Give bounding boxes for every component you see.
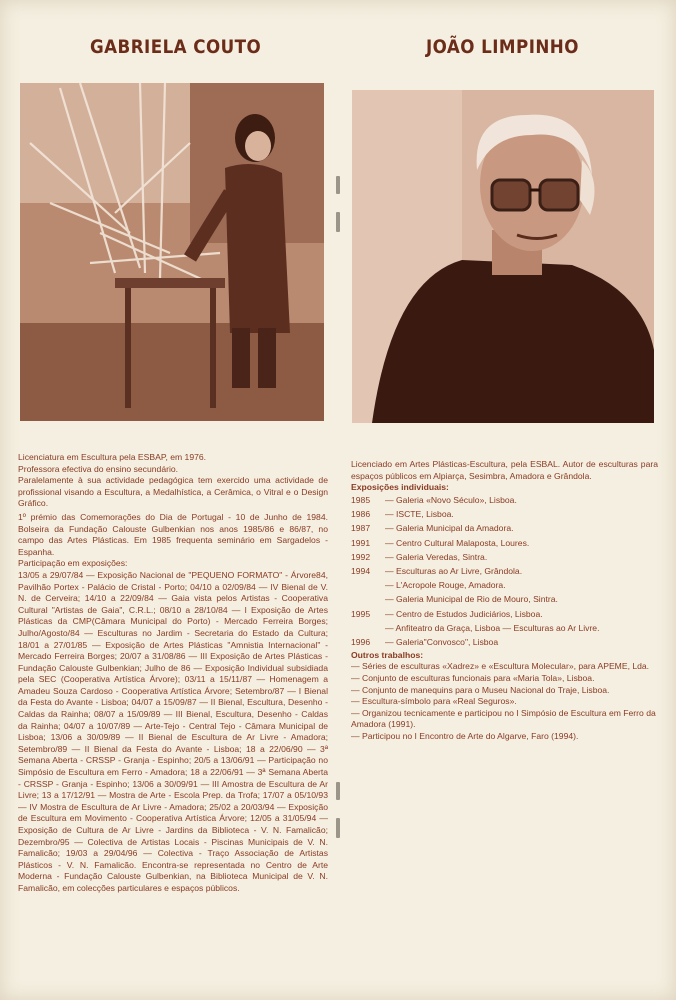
exhibition-year: 1996 bbox=[351, 636, 371, 647]
exhibitions-heading: Participação em exposições: bbox=[18, 558, 128, 569]
solo-exhibitions-heading: Exposições individuais: bbox=[351, 482, 449, 493]
bio-gabriela-couto bbox=[18, 452, 328, 895]
exhibition-text: — Galeria Municipal de Rio de Mouro, Sintra. bbox=[385, 594, 558, 605]
bio-degree: Licenciatura em Escultura pela ESBAP, em 1976. bbox=[18, 452, 207, 462]
work-item: — Organizou tecnicamente e participou no I Simpósio de Escultura em Ferro da Amadora (1991). bbox=[351, 707, 656, 730]
exhibition-row bbox=[351, 636, 658, 650]
bio-awards: 1º prémio das Comemorações do Dia de Portugal - 10 de Junho de 1984. Bolseira da Fundação Calouste Gulbenkian nos anos 1985/86 e 86/87, no campo das Artes Plásticas. Em 1985 frequenta seminário em Sargadelos - Espanha. bbox=[18, 511, 328, 557]
exhibition-year: 1991 bbox=[351, 537, 371, 548]
exhibition-text: — Anfiteatro da Graça, Lisboa — Esculturas ao Ar Livre. bbox=[385, 622, 600, 633]
other-works-list bbox=[351, 661, 658, 742]
exhibition-text: — Galeria «Novo Século», Lisboa. bbox=[385, 495, 517, 506]
bio-joao-limpinho bbox=[351, 459, 658, 743]
exhibition-row bbox=[351, 522, 658, 536]
exhibition-year: 1987 bbox=[351, 523, 371, 534]
exhibition-year: 1985 bbox=[351, 495, 371, 506]
other-works-heading: Outros trabalhos: bbox=[351, 649, 424, 660]
staple-top bbox=[336, 176, 340, 194]
staple-top-lower bbox=[336, 212, 340, 232]
work-item: — Conjunto de manequins para o Museu Nacional do Traje, Lisboa. bbox=[351, 684, 610, 695]
exhibition-text: — Galeria Municipal da Amadora. bbox=[385, 523, 514, 534]
exhibition-row bbox=[351, 536, 658, 550]
exhibition-row bbox=[351, 551, 658, 565]
photo-joao-limpinho bbox=[352, 90, 654, 423]
bio-intro: Licenciado em Artes Plásticas-Escultura, pela ESBAL. Autor de esculturas para espaços públicos em Alpiarça, Sesimbra, Amadora e Grândola. bbox=[351, 459, 658, 481]
photo-gabriela-couto bbox=[20, 83, 324, 421]
exhibition-row bbox=[351, 579, 658, 593]
staple-bottom-lower bbox=[336, 818, 340, 838]
artist-name-left: GABRIELA COUTO bbox=[90, 36, 262, 58]
sculptor-workshop-illustration bbox=[20, 83, 324, 421]
staple-bottom bbox=[336, 782, 340, 800]
exhibition-text: — L'Acropole Rouge, Amadora. bbox=[385, 580, 506, 591]
exhibition-year: 1992 bbox=[351, 551, 371, 562]
exhibition-year: 1994 bbox=[351, 566, 371, 577]
exhibition-row bbox=[351, 621, 658, 635]
bio-activity: Paralelamente à sua actividade pedagógica tem exercido uma actividade de profissional visando a Escultura, a Medalhística, a Cerâmica, o Vitral e o Design Gráfico. bbox=[18, 475, 328, 509]
exhibition-row bbox=[351, 508, 658, 522]
solo-exhibitions-list bbox=[351, 494, 658, 650]
exhibition-year: 1995 bbox=[351, 608, 371, 619]
exhibition-row bbox=[351, 607, 658, 621]
exhibition-row bbox=[351, 494, 658, 508]
work-item: — Conjunto de esculturas funcionais para «Maria Tola», Lisboa. bbox=[351, 673, 595, 684]
exhibition-year: 1986 bbox=[351, 509, 371, 520]
work-item: — Séries de esculturas «Xadrez» e «Escultura Molecular», para APEME, Lda. bbox=[351, 661, 650, 672]
exhibition-text: — Galeria Veredas, Sintra. bbox=[385, 551, 488, 562]
artist-name-right: JOÃO LIMPINHO bbox=[426, 36, 579, 58]
exhibition-text: — ISCTE, Lisboa. bbox=[385, 509, 454, 520]
exhibition-text: — Centro Cultural Malaposta, Loures. bbox=[385, 537, 530, 548]
exhibitions-list: 13/05 a 29/07/84 — Exposição Nacional de "PEQUENO FORMATO" - Árvore84, Pavilhão Portex - Palácio de Cristal - Porto; 04/10 a 02/09/84 — IV Bienal de V. N. de Cerveira; 14/10 a 22/09/84 — Gaia vista pelos Artistas - Cooperativa Cultural "Artistas de Gaia", C.R.L.; 08/10 a 28/10/84 — I Exposição de Artes Plásticas da CMP(Câmara Municipal do Porto) - Mercado Ferreira Borges; Julho/Agosto/84 — Esculturas no Jardim - Secretaria do Estado da Cultura; 18/01 a 27/01/85 — Exposição de Artes Plásticas "Amnistia Internacional" - Mercado Ferreira Borges; 20/07 a 31/08/86 — III Exposição de Artes Plásticas - Fundação Calouste Gulbenkian; Julho de 86 — Exposição Individual subsidiada pela SEC (Cooperativa Artística Árvore); 03/11 a 15/11/87 — Homenagem a Amadeu Souza Cardoso - Cooperativa Artística Árvore; Setembro/87 — I Bienal da Festa do Avante - Lisboa; 04/07 a 15/09/87 — II Bienal, Escultura, Desenho - Caldas da Rainha; 08/07 a 15/09/89 — III Bienal, Escultura, Desenho - Caldas da Rainha; 04/07 a 10/07/89 — Arte-Tejo - Central Tejo - Câmara Municipal de Lisboa; 13/06 a 30/09/89 — II Bienal de Escultura de Ar Livre - Amadora; Setembro/89 — II Bienal da Festa do Avante - Lisboa; 18 a 22/06/90 — 3ª Semana Aberta - CRSSP - Granja - Espinho; 20/5 a 13/06/91 — Participação no Simpósio de Escultura em Ferro - Amadora; 18 a 22/06/91 — 3ª Semana Aberta - CRSSP - Granja - Espinho; 13/06 a 30/09/91 — III Amostra de Escultura de Ar Livre; 13 a 17/12/91 — Mostra de Arte - Escola Prep. da Trofa; 17/07 a 05/10/93 — IV Mostra de Escultura de Ar Livre - Amadora; 25/02 a 20/03/94 — Exposição de Escultura em Movimento - Cooperativa Artística Árvore; 12/05 a 31/05/94 —Exposição de Cultura de Ar Livre - Jardins da Biblioteca - V. N. Famalicão; Dezembro/95 — Colectiva de Artistas Locais - Piscinas Municipais de V. N. Famalicão; 19/03 a 29/04/96 — Colectiva - Traço Associação de Artistas Plásticos - V. N. Famalicão. Encontra-se representada no Centro de Arte Moderna - Fundação Calouste Gulbenkian, na Biblioteca Municipal de V. N. Famalicão, em colecções particulares e espaços públicos. bbox=[18, 569, 328, 893]
exhibition-row bbox=[351, 565, 658, 579]
exhibition-text: — Esculturas ao Ar Livre, Grândola. bbox=[385, 566, 523, 577]
exhibition-text: — Centro de Estudos Judiciários, Lisboa. bbox=[385, 608, 543, 619]
exhibition-text: — Galeria"Convosco", Lisboa bbox=[385, 636, 499, 647]
work-item: — Escultura-símbolo para «Real Seguros». bbox=[351, 696, 517, 707]
portrait-illustration bbox=[352, 90, 654, 423]
work-item: — Participou no I Encontro de Arte do Algarve, Faro (1994). bbox=[351, 731, 579, 741]
exhibition-row bbox=[351, 593, 658, 607]
bio-teacher: Professora efectiva do ensino secundário. bbox=[18, 463, 179, 474]
